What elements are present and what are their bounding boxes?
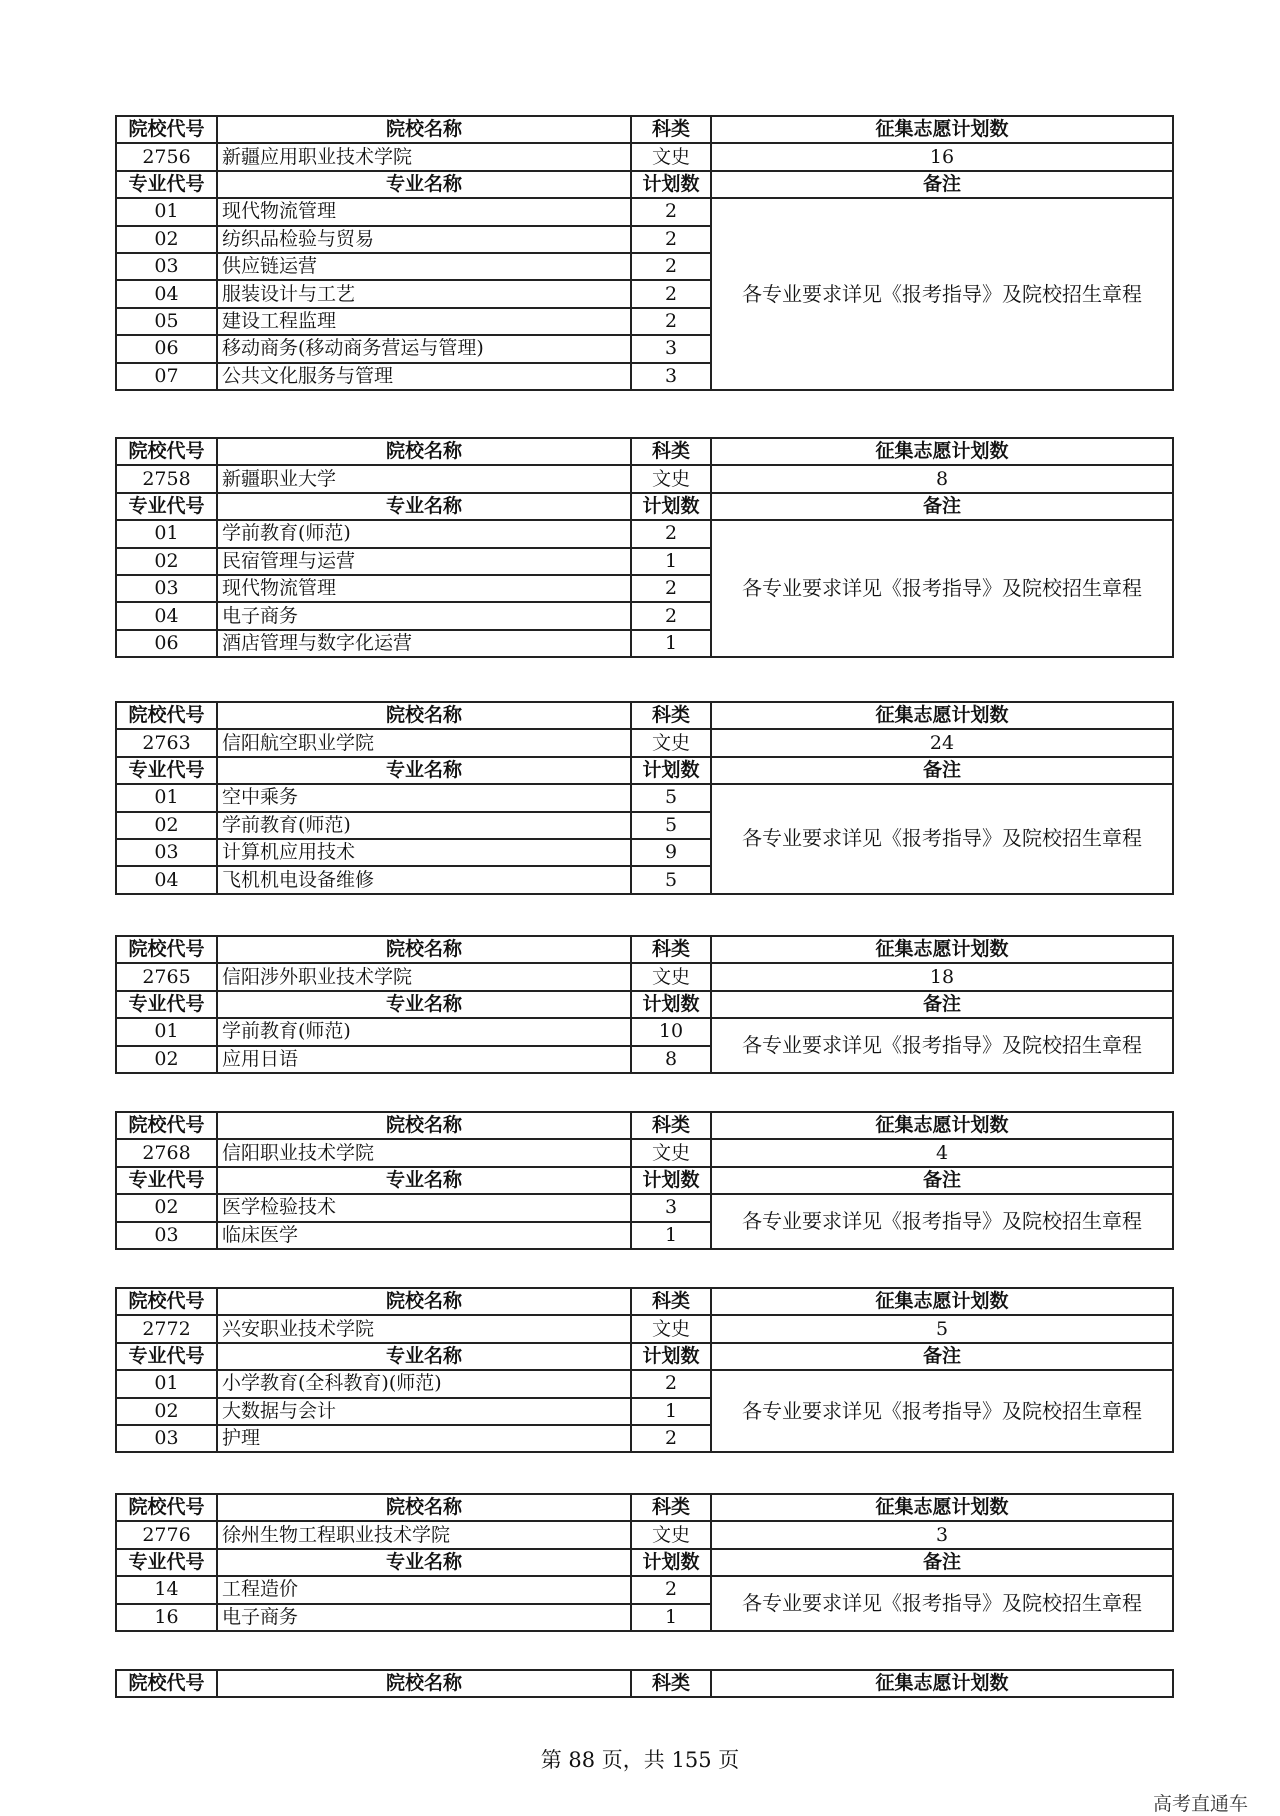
school-header-row bbox=[116, 936, 1173, 963]
major-code: 02 bbox=[116, 226, 217, 253]
school-name: 信阳职业技术学院 bbox=[217, 1139, 631, 1166]
major-note: 各专业要求详见《报考指导》及院校招生章程 bbox=[711, 1576, 1173, 1631]
plan-total-header: 征集志愿计划数 bbox=[711, 438, 1173, 465]
major-code: 03 bbox=[116, 1425, 217, 1452]
major-name: 护理 bbox=[217, 1425, 631, 1452]
major-plan-count: 9 bbox=[631, 839, 711, 866]
major-name-header: 专业名称 bbox=[217, 1343, 631, 1370]
school-info-row bbox=[116, 1521, 1173, 1548]
major-name: 飞机机电设备维修 bbox=[217, 866, 631, 893]
major-name: 移动商务(移动商务营运与管理) bbox=[217, 335, 631, 362]
major-code: 07 bbox=[116, 363, 217, 390]
major-name: 医学检验技术 bbox=[217, 1194, 631, 1221]
major-header-row bbox=[116, 1343, 1173, 1370]
major-plan-count: 10 bbox=[631, 1018, 711, 1045]
major-name: 酒店管理与数字化运营 bbox=[217, 630, 631, 657]
category-header: 科类 bbox=[631, 1670, 711, 1697]
major-code: 04 bbox=[116, 866, 217, 893]
school-table bbox=[115, 115, 1174, 391]
major-name: 临床医学 bbox=[217, 1222, 631, 1249]
major-plan-count: 3 bbox=[631, 363, 711, 390]
school-info-row bbox=[116, 465, 1173, 492]
major-code-header: 专业代号 bbox=[116, 991, 217, 1018]
major-code: 06 bbox=[116, 630, 217, 657]
major-code: 01 bbox=[116, 520, 217, 547]
major-code: 01 bbox=[116, 1370, 217, 1397]
category-header: 科类 bbox=[631, 1494, 711, 1521]
note-header: 备注 bbox=[711, 757, 1173, 784]
major-plan-count: 2 bbox=[631, 226, 711, 253]
school-name: 兴安职业技术学院 bbox=[217, 1315, 631, 1342]
major-name: 公共文化服务与管理 bbox=[217, 363, 631, 390]
major-row bbox=[116, 1576, 1173, 1603]
major-note: 各专业要求详见《报考指导》及院校招生章程 bbox=[711, 784, 1173, 894]
note-header: 备注 bbox=[711, 1167, 1173, 1194]
major-row bbox=[116, 520, 1173, 547]
school-name-header: 院校名称 bbox=[217, 936, 631, 963]
school-name-header: 院校名称 bbox=[217, 1112, 631, 1139]
school-code: 2765 bbox=[116, 963, 217, 990]
plan-total-header: 征集志愿计划数 bbox=[711, 702, 1173, 729]
school-table bbox=[115, 1111, 1174, 1250]
school-name-header: 院校名称 bbox=[217, 1670, 631, 1697]
major-code: 14 bbox=[116, 1576, 217, 1603]
major-code: 02 bbox=[116, 1398, 217, 1425]
school-code: 2772 bbox=[116, 1315, 217, 1342]
major-name: 学前教育(师范) bbox=[217, 1018, 631, 1045]
school-code: 2758 bbox=[116, 465, 217, 492]
plan-total-header: 征集志愿计划数 bbox=[711, 116, 1173, 143]
watermark: 高考直通车 bbox=[1153, 1793, 1249, 1815]
major-row bbox=[116, 198, 1173, 225]
school-plan-total: 18 bbox=[711, 963, 1173, 990]
page-footer: 第 88 页，共 155 页 bbox=[540, 1748, 740, 1772]
category-header: 科类 bbox=[631, 702, 711, 729]
plan-count-header: 计划数 bbox=[631, 757, 711, 784]
major-plan-count: 2 bbox=[631, 280, 711, 307]
plan-count-header: 计划数 bbox=[631, 171, 711, 198]
major-name: 大数据与会计 bbox=[217, 1398, 631, 1425]
school-category: 文史 bbox=[631, 963, 711, 990]
major-code: 16 bbox=[116, 1604, 217, 1631]
school-block bbox=[115, 437, 1172, 658]
major-header-row bbox=[116, 757, 1173, 784]
school-name: 信阳涉外职业技术学院 bbox=[217, 963, 631, 990]
school-table bbox=[115, 1287, 1174, 1453]
school-info-row bbox=[116, 1139, 1173, 1166]
major-code-header: 专业代号 bbox=[116, 1343, 217, 1370]
major-name: 现代物流管理 bbox=[217, 198, 631, 225]
major-plan-count: 2 bbox=[631, 308, 711, 335]
category-header: 科类 bbox=[631, 936, 711, 963]
major-name-header: 专业名称 bbox=[217, 493, 631, 520]
school-header-row bbox=[116, 1112, 1173, 1139]
school-info-row bbox=[116, 1315, 1173, 1342]
major-code: 03 bbox=[116, 575, 217, 602]
school-category: 文史 bbox=[631, 1139, 711, 1166]
school-code: 2756 bbox=[116, 143, 217, 170]
major-note: 各专业要求详见《报考指导》及院校招生章程 bbox=[711, 1018, 1173, 1073]
major-code: 02 bbox=[116, 1194, 217, 1221]
school-category: 文史 bbox=[631, 1521, 711, 1548]
major-row bbox=[116, 784, 1173, 811]
school-code-header: 院校代号 bbox=[116, 1112, 217, 1139]
major-code-header: 专业代号 bbox=[116, 1167, 217, 1194]
school-category: 文史 bbox=[631, 465, 711, 492]
plan-count-header: 计划数 bbox=[631, 1167, 711, 1194]
school-name: 新疆职业大学 bbox=[217, 465, 631, 492]
major-code: 02 bbox=[116, 1046, 217, 1073]
major-header-row bbox=[116, 171, 1173, 198]
school-plan-total: 3 bbox=[711, 1521, 1173, 1548]
school-table bbox=[115, 1493, 1174, 1632]
school-block bbox=[115, 1287, 1172, 1453]
major-header-row bbox=[116, 493, 1173, 520]
school-code-header: 院校代号 bbox=[116, 936, 217, 963]
school-name: 新疆应用职业技术学院 bbox=[217, 143, 631, 170]
major-name: 应用日语 bbox=[217, 1046, 631, 1073]
school-header-row bbox=[116, 116, 1173, 143]
school-code-header: 院校代号 bbox=[116, 116, 217, 143]
major-code: 01 bbox=[116, 784, 217, 811]
major-code: 06 bbox=[116, 335, 217, 362]
major-name: 电子商务 bbox=[217, 1604, 631, 1631]
school-header-row bbox=[116, 1670, 1173, 1697]
major-note: 各专业要求详见《报考指导》及院校招生章程 bbox=[711, 1370, 1173, 1452]
school-plan-total: 4 bbox=[711, 1139, 1173, 1166]
plan-total-header: 征集志愿计划数 bbox=[711, 1288, 1173, 1315]
school-code-header: 院校代号 bbox=[116, 1494, 217, 1521]
plan-count-header: 计划数 bbox=[631, 493, 711, 520]
major-code-header: 专业代号 bbox=[116, 757, 217, 784]
school-plan-total: 5 bbox=[711, 1315, 1173, 1342]
major-row bbox=[116, 1018, 1173, 1045]
note-header: 备注 bbox=[711, 1343, 1173, 1370]
major-row bbox=[116, 1194, 1173, 1221]
school-code: 2776 bbox=[116, 1521, 217, 1548]
school-header-row bbox=[116, 1288, 1173, 1315]
major-header-row bbox=[116, 991, 1173, 1018]
school-header-row bbox=[116, 702, 1173, 729]
school-name-header: 院校名称 bbox=[217, 1288, 631, 1315]
plan-total-header: 征集志愿计划数 bbox=[711, 1494, 1173, 1521]
category-header: 科类 bbox=[631, 438, 711, 465]
major-plan-count: 8 bbox=[631, 1046, 711, 1073]
major-plan-count: 1 bbox=[631, 1604, 711, 1631]
major-code-header: 专业代号 bbox=[116, 1549, 217, 1576]
major-plan-count: 5 bbox=[631, 866, 711, 893]
major-plan-count: 2 bbox=[631, 253, 711, 280]
major-plan-count: 5 bbox=[631, 784, 711, 811]
major-name: 小学教育(全科教育)(师范) bbox=[217, 1370, 631, 1397]
school-header-row bbox=[116, 438, 1173, 465]
school-info-row bbox=[116, 963, 1173, 990]
school-category: 文史 bbox=[631, 729, 711, 756]
plan-total-header: 征集志愿计划数 bbox=[711, 1670, 1173, 1697]
school-category: 文史 bbox=[631, 1315, 711, 1342]
school-code: 2768 bbox=[116, 1139, 217, 1166]
major-row bbox=[116, 1370, 1173, 1397]
school-table bbox=[115, 935, 1174, 1074]
major-name: 学前教育(师范) bbox=[217, 520, 631, 547]
major-plan-count: 2 bbox=[631, 1425, 711, 1452]
major-code: 04 bbox=[116, 280, 217, 307]
school-block bbox=[115, 1111, 1172, 1250]
major-name-header: 专业名称 bbox=[217, 1167, 631, 1194]
major-code: 05 bbox=[116, 308, 217, 335]
school-block bbox=[115, 1493, 1172, 1632]
school-code-header: 院校代号 bbox=[116, 702, 217, 729]
major-name: 民宿管理与运营 bbox=[217, 548, 631, 575]
school-plan-total: 8 bbox=[711, 465, 1173, 492]
major-name: 工程造价 bbox=[217, 1576, 631, 1603]
major-name: 学前教育(师范) bbox=[217, 812, 631, 839]
note-header: 备注 bbox=[711, 171, 1173, 198]
school-name: 徐州生物工程职业技术学院 bbox=[217, 1521, 631, 1548]
school-code-header: 院校代号 bbox=[116, 1670, 217, 1697]
major-code: 02 bbox=[116, 812, 217, 839]
major-code: 01 bbox=[116, 1018, 217, 1045]
continued-table bbox=[115, 1669, 1172, 1698]
school-plan-total: 16 bbox=[711, 143, 1173, 170]
major-code: 03 bbox=[116, 253, 217, 280]
plan-total-header: 征集志愿计划数 bbox=[711, 1112, 1173, 1139]
major-plan-count: 2 bbox=[631, 1370, 711, 1397]
school-code-header: 院校代号 bbox=[116, 438, 217, 465]
school-table bbox=[115, 701, 1174, 895]
major-code: 01 bbox=[116, 198, 217, 225]
major-plan-count: 2 bbox=[631, 520, 711, 547]
major-name: 电子商务 bbox=[217, 602, 631, 629]
note-header: 备注 bbox=[711, 1549, 1173, 1576]
major-code-header: 专业代号 bbox=[116, 171, 217, 198]
school-name: 信阳航空职业学院 bbox=[217, 729, 631, 756]
major-plan-count: 1 bbox=[631, 630, 711, 657]
school-block bbox=[115, 115, 1172, 391]
school-category: 文史 bbox=[631, 143, 711, 170]
major-plan-count: 2 bbox=[631, 602, 711, 629]
plan-total-header: 征集志愿计划数 bbox=[711, 936, 1173, 963]
major-plan-count: 2 bbox=[631, 575, 711, 602]
major-plan-count: 1 bbox=[631, 1222, 711, 1249]
school-plan-total: 24 bbox=[711, 729, 1173, 756]
major-plan-count: 3 bbox=[631, 1194, 711, 1221]
major-header-row bbox=[116, 1167, 1173, 1194]
major-name: 服装设计与工艺 bbox=[217, 280, 631, 307]
major-plan-count: 1 bbox=[631, 548, 711, 575]
major-plan-count: 3 bbox=[631, 335, 711, 362]
category-header: 科类 bbox=[631, 1288, 711, 1315]
major-name: 纺织品检验与贸易 bbox=[217, 226, 631, 253]
school-code-header: 院校代号 bbox=[116, 1288, 217, 1315]
plan-count-header: 计划数 bbox=[631, 1343, 711, 1370]
major-name-header: 专业名称 bbox=[217, 757, 631, 784]
school-info-row bbox=[116, 729, 1173, 756]
school-info-row bbox=[116, 143, 1173, 170]
major-name: 空中乘务 bbox=[217, 784, 631, 811]
major-code-header: 专业代号 bbox=[116, 493, 217, 520]
school-table bbox=[115, 437, 1174, 658]
school-code: 2763 bbox=[116, 729, 217, 756]
major-code: 03 bbox=[116, 839, 217, 866]
major-plan-count: 2 bbox=[631, 1576, 711, 1603]
category-header: 科类 bbox=[631, 116, 711, 143]
major-code: 04 bbox=[116, 602, 217, 629]
major-name: 现代物流管理 bbox=[217, 575, 631, 602]
school-name-header: 院校名称 bbox=[217, 438, 631, 465]
school-block bbox=[115, 701, 1172, 895]
note-header: 备注 bbox=[711, 493, 1173, 520]
major-name-header: 专业名称 bbox=[217, 1549, 631, 1576]
major-note: 各专业要求详见《报考指导》及院校招生章程 bbox=[711, 520, 1173, 657]
plan-count-header: 计划数 bbox=[631, 991, 711, 1018]
major-name-header: 专业名称 bbox=[217, 171, 631, 198]
major-name-header: 专业名称 bbox=[217, 991, 631, 1018]
major-plan-count: 5 bbox=[631, 812, 711, 839]
major-plan-count: 2 bbox=[631, 198, 711, 225]
major-note: 各专业要求详见《报考指导》及院校招生章程 bbox=[711, 1194, 1173, 1249]
major-note: 各专业要求详见《报考指导》及院校招生章程 bbox=[711, 198, 1173, 390]
school-block bbox=[115, 935, 1172, 1074]
major-plan-count: 1 bbox=[631, 1398, 711, 1425]
major-code: 02 bbox=[116, 548, 217, 575]
major-header-row bbox=[116, 1549, 1173, 1576]
school-name-header: 院校名称 bbox=[217, 116, 631, 143]
major-name: 建设工程监理 bbox=[217, 308, 631, 335]
category-header: 科类 bbox=[631, 1112, 711, 1139]
school-name-header: 院校名称 bbox=[217, 702, 631, 729]
major-name: 计算机应用技术 bbox=[217, 839, 631, 866]
major-code: 03 bbox=[116, 1222, 217, 1249]
major-name: 供应链运营 bbox=[217, 253, 631, 280]
school-name-header: 院校名称 bbox=[217, 1494, 631, 1521]
plan-count-header: 计划数 bbox=[631, 1549, 711, 1576]
note-header: 备注 bbox=[711, 991, 1173, 1018]
school-header-row bbox=[116, 1494, 1173, 1521]
